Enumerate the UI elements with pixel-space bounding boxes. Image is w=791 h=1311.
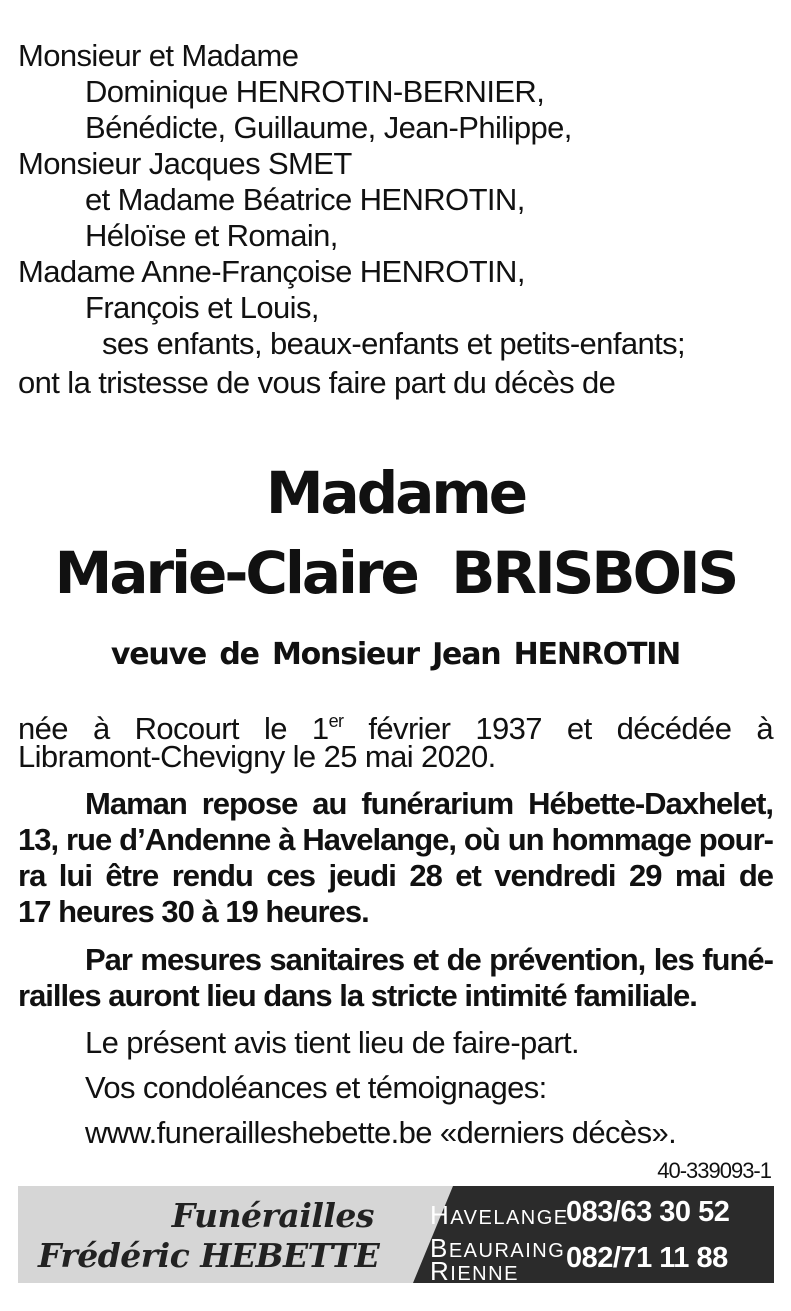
family-line-3: Bénédicte, Guillaume, Jean-Philippe, xyxy=(85,110,572,145)
birth-death-line-2: Libramont-Chevigny le 25 mai 2020. xyxy=(18,739,496,774)
born-continuation: février 1937 et décédée à xyxy=(343,711,774,746)
brand-line-2: Frédéric HEBETTE xyxy=(38,1236,380,1275)
born-text: née à Rocourt le 1 xyxy=(18,711,329,746)
measures-line-2: railles auront lieu dans la stricte intimité familiale. xyxy=(18,978,697,1013)
repose-line-4: 17 heures 30 à 19 heures. xyxy=(18,894,369,929)
repose-line-2: 13, rue d’Andenne à Havelange, où un hommage pour- xyxy=(18,822,773,857)
phone-havelange: 083/63 30 52 xyxy=(566,1196,730,1228)
phone-beauraing-rienne: 082/71 11 88 xyxy=(566,1242,728,1274)
announcement-line: ont la tristesse de vous faire part du décès de xyxy=(18,365,616,400)
family-line-7: Madame Anne-Françoise HENROTIN, xyxy=(18,254,525,289)
brand-line-1: Funérailles xyxy=(171,1196,374,1235)
deceased-title: Madame xyxy=(265,459,526,527)
deceased-name: Marie-Claire BRISBOIS xyxy=(54,539,737,607)
condolences-line: Vos condoléances et témoignages: xyxy=(85,1070,547,1105)
notice-line: Le présent avis tient lieu de faire-part. xyxy=(85,1025,580,1060)
repose-line-3: ra lui être rendu ces jeudi 28 et vendredi 29 mai de xyxy=(18,858,773,893)
city-rienne: RIENNE xyxy=(430,1256,519,1286)
family-line-4: Monsieur Jacques SMET xyxy=(18,146,352,181)
city-beauraing: BEAURAING xyxy=(430,1233,566,1263)
repose-line-1: Maman repose au funérarium Hébette-Daxhelet, xyxy=(85,786,773,821)
family-relation-line: ses enfants, beaux-enfants et petits-enfants; xyxy=(102,326,686,361)
funeral-home-banner xyxy=(18,1186,774,1286)
measures-line-1: Par mesures sanitaires et de prévention, les funé- xyxy=(85,942,773,977)
family-line-1: Monsieur et Madame xyxy=(18,38,299,73)
family-line-2: Dominique HENROTIN-BERNIER, xyxy=(85,74,545,109)
ordinal-suffix: er xyxy=(328,711,344,731)
website-line: www.funerailleshebette.be «derniers décès». xyxy=(85,1115,677,1150)
family-line-6: Héloïse et Romain, xyxy=(85,218,338,253)
reference-number: 40-339093-1 xyxy=(657,1158,771,1183)
widow-line: veuve de Monsieur Jean HENROTIN xyxy=(110,637,681,672)
family-line-8: François et Louis, xyxy=(85,290,319,325)
city-havelange: HAVELANGE xyxy=(430,1200,569,1230)
family-line-5: et Madame Béatrice HENROTIN, xyxy=(85,182,525,217)
